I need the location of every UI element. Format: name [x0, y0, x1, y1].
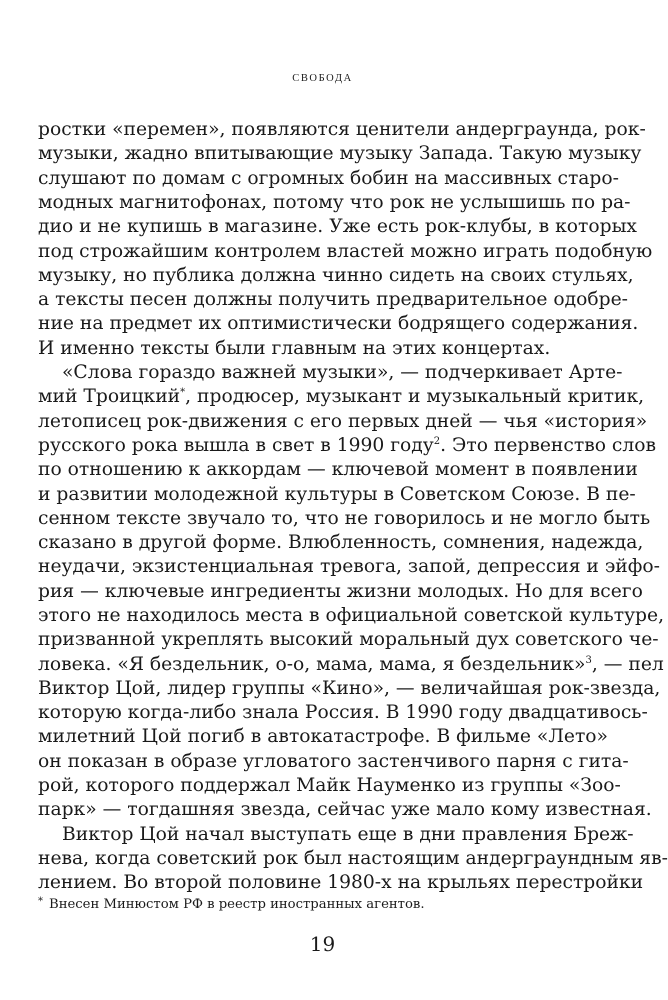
text-line: Виктор Цой, лидер группы «Кино», — величайшая рок-звезда, [38, 678, 661, 699]
text-line: «Слова гораздо важней музыки», — подчеркивает Арте- [62, 362, 623, 383]
text-line: под строжайшим контролем властей можно играть подобную [38, 241, 653, 262]
text-fragment: ловека. «Я бездельник, о-о, мама, мама, я бездельник» [38, 654, 586, 675]
text-line: по отношению к аккордам — ключевой момент в появлении [38, 459, 638, 480]
footnote-reference: * [180, 387, 186, 398]
text-line: ние на предмет их оптимистически бодрящего содержания. [38, 313, 639, 334]
text-line: а тексты песен должны получить предварительное одобре- [38, 289, 628, 310]
footnote-text: Внесен Минюстом РФ в реестр иностранных агентов. [49, 897, 425, 912]
text-line: милетний Цой погиб в автокатастрофе. В фильме «Лето» [38, 726, 608, 747]
running-head: СВОБОДА [292, 73, 353, 84]
text-line: ростки «перемен», появляются ценители андерграунда, рок- [38, 119, 646, 140]
text-line: сенном тексте звучало то, что не говорилось и не могло быть [38, 508, 651, 529]
footnote-reference: 2 [433, 436, 441, 447]
text-line: рия — ключевые ингредиенты жизни молодых. Но для всего [38, 581, 643, 602]
text-line: которую когда-либо знала Россия. В 1990 году двадцативось- [38, 702, 648, 723]
text-fragment: , — пел [591, 654, 664, 675]
text-line: неудачи, экзистенциальная тревога, запой, депрессия и эйфо- [38, 556, 660, 577]
text-fragment: русского рока вышла в свет в 1990 году [38, 435, 434, 456]
footnote-reference: 3 [585, 655, 592, 666]
text-line [38, 433, 657, 458]
page-number: 19 [309, 932, 336, 956]
text-fragment: мий Троицкий [38, 386, 181, 407]
footnote [38, 893, 608, 914]
text-line: слушают по домам с огромных бобин на массивных старо- [38, 168, 619, 189]
text-line: он показан в образе угловатого застенчивого парня с гита- [38, 751, 629, 772]
text-line [38, 384, 645, 409]
text-line: Виктор Цой начал выступать еще в дни правления Бреж- [62, 824, 634, 845]
footnote-marker: * [38, 896, 43, 907]
text-line: музыку, но публика должна чинно сидеть на своих стульях, [38, 265, 634, 286]
text-fragment: , продюсер, музыкант и музыкальный критик, [185, 386, 645, 407]
text-line: рой, которого поддержал Майк Науменко из группы «Зоо- [38, 775, 621, 796]
text-line: парк» — тогдашняя звезда, сейчас уже мало кому известная. [38, 799, 652, 820]
text-line: И именно тексты были главным на этих концертах. [38, 338, 551, 359]
text-line: дио и не купишь в магазине. Уже есть рок-клубы, в которых [38, 216, 637, 237]
text-line: летописец рок-движения с его первых дней — чья «история» [38, 411, 648, 432]
text-fragment: . Это первенство слов [440, 435, 657, 456]
text-line: сказано в другой форме. Влюбленность, сомнения, надежда, [38, 532, 644, 553]
text-line: нева, когда советский рок был настоящим андерграундным яв- [38, 848, 668, 869]
text-line [38, 652, 664, 677]
text-line: модных магнитофонах, потому что рок не услышишь по ра- [38, 192, 631, 213]
text-line: и развитии молодежной культуры в Советском Союзе. В пе- [38, 484, 636, 505]
text-line: призванной укреплять высокий моральный дух советского че- [38, 629, 659, 650]
text-line: лением. Во второй половине 1980-х на крыльях перестройки [38, 872, 644, 893]
text-line: этого не находилось места в официальной советской культуре, [38, 605, 665, 626]
text-line: музыки, жадно впитывающие музыку Запада. Такую музыку [38, 143, 642, 164]
